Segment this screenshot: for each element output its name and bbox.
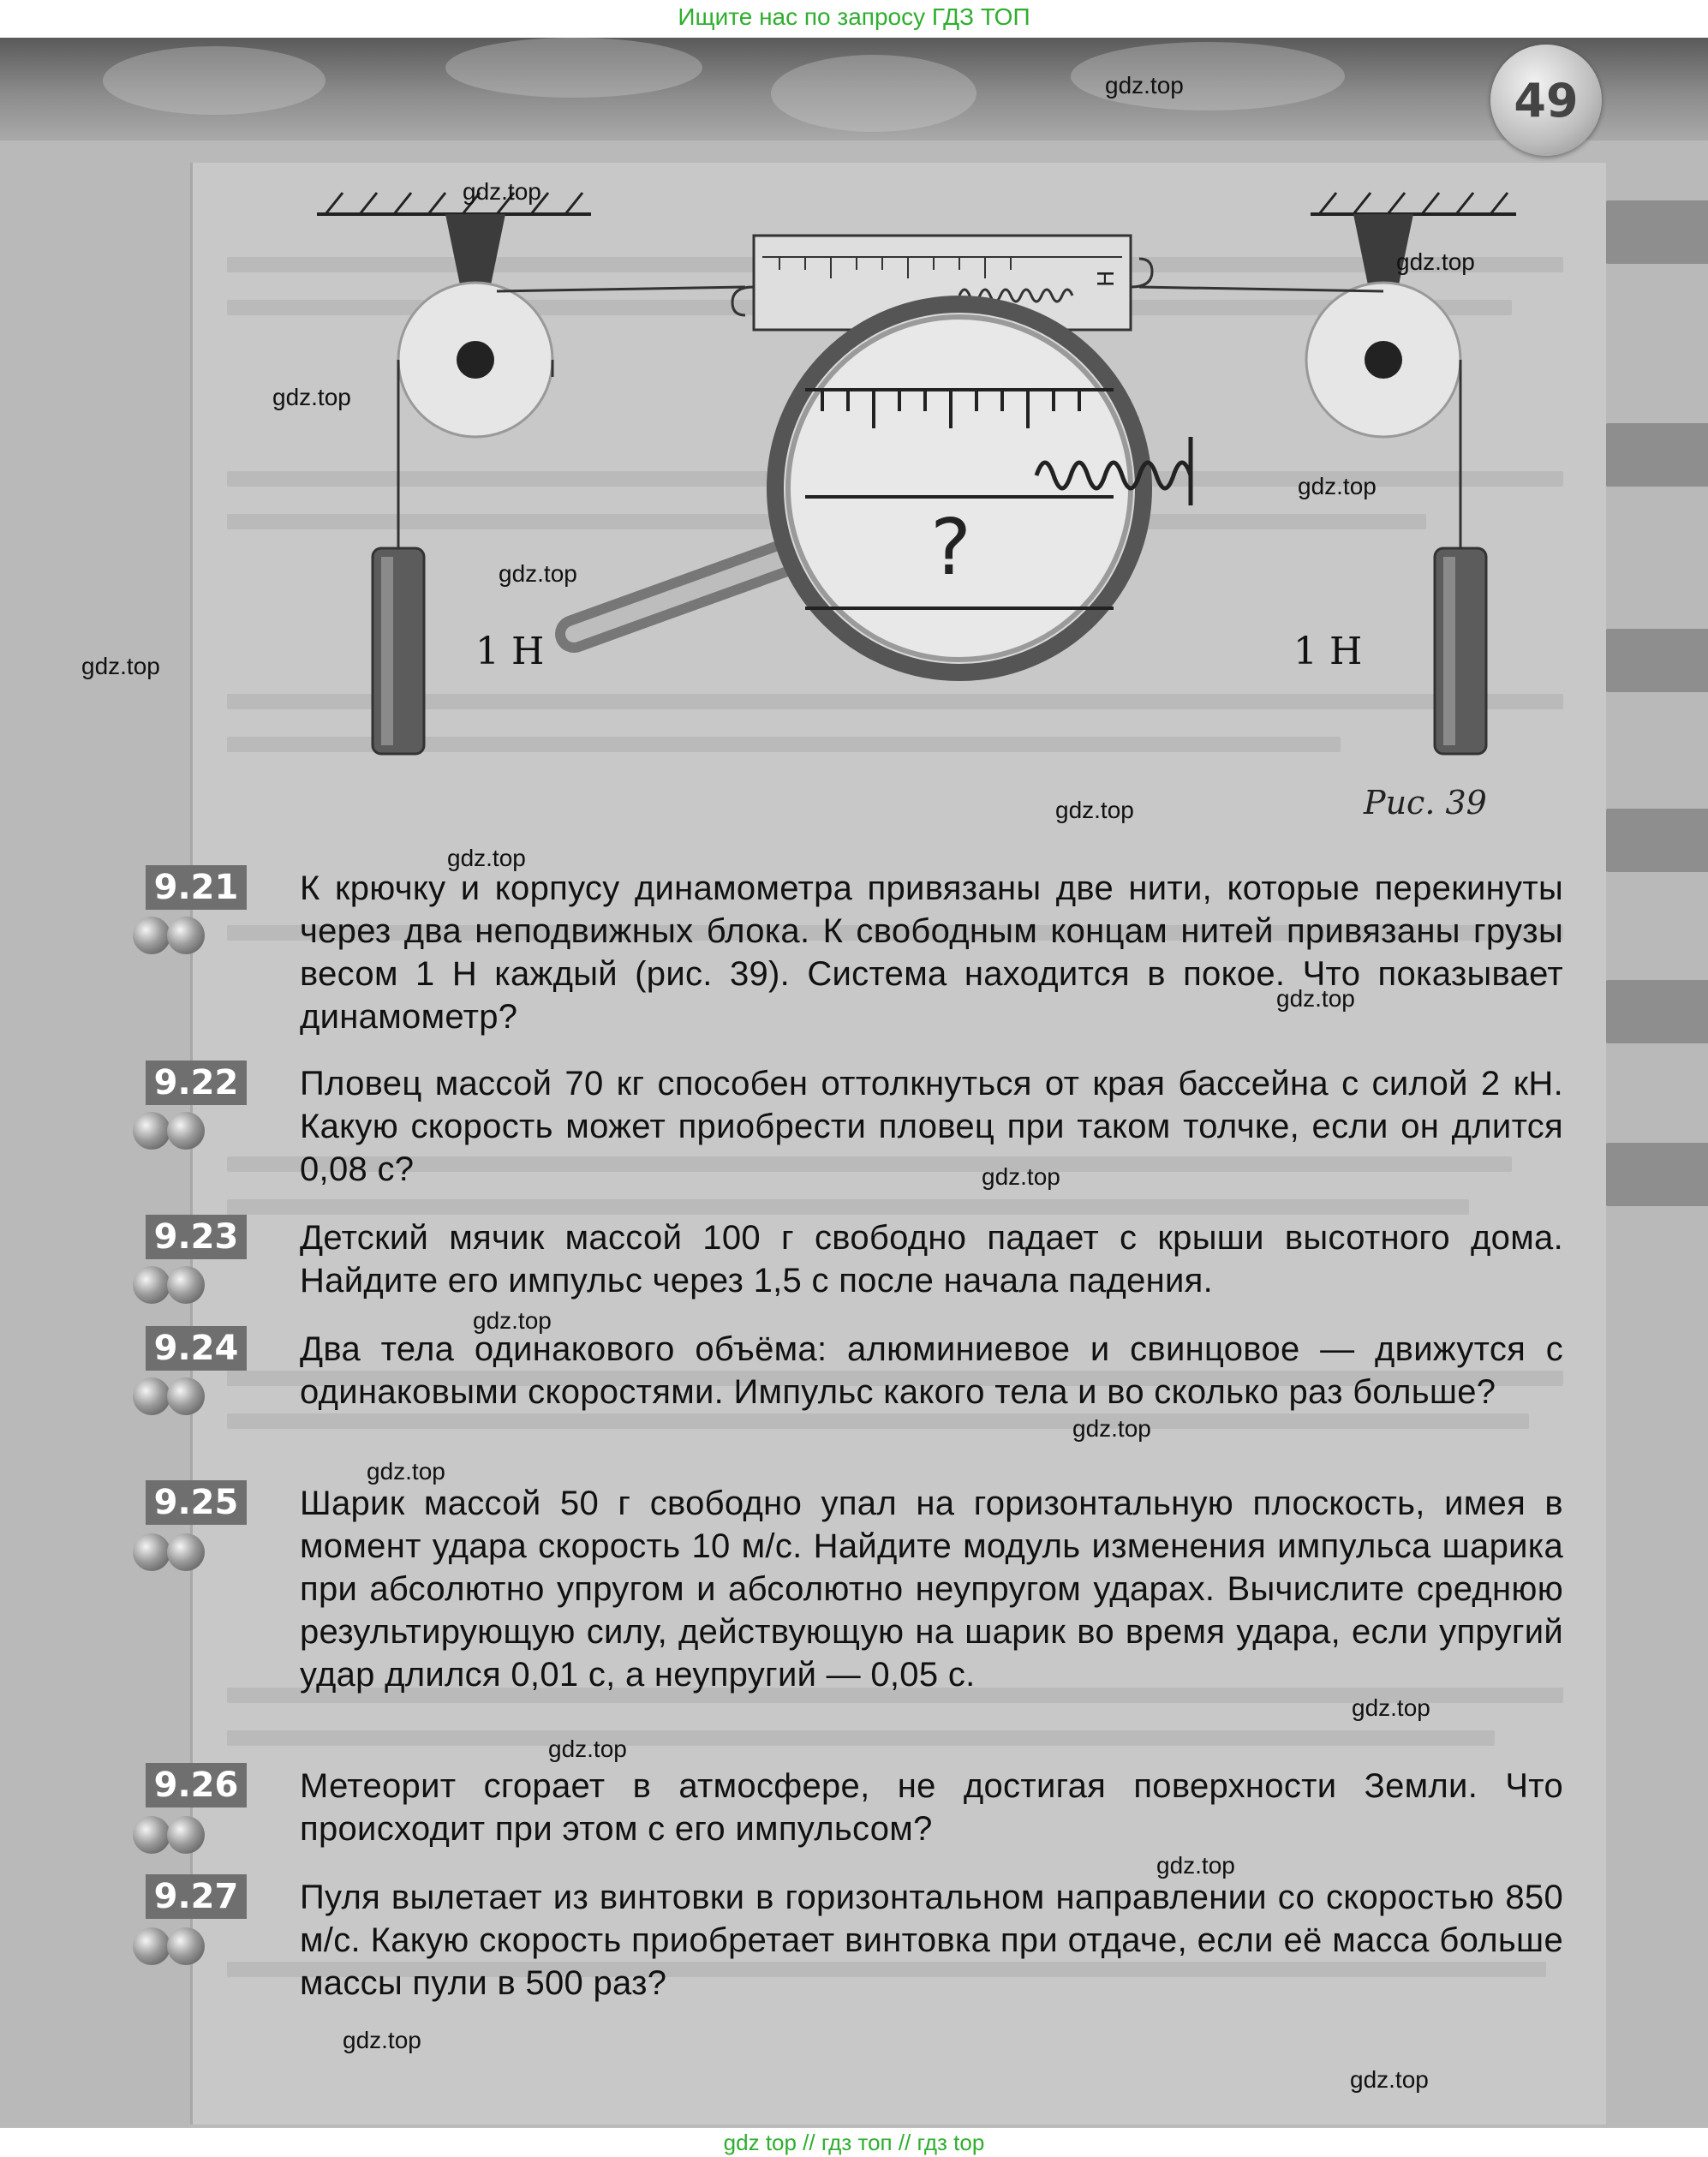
header-photo-band [0, 38, 1708, 140]
watermark: gdz.top [1072, 1415, 1151, 1442]
difficulty-dots [133, 917, 218, 954]
watermark: gdz.top [81, 653, 160, 679]
watermark: gdz.top [463, 178, 541, 205]
watermark: gdz.top [1350, 2066, 1429, 2093]
difficulty-dots [133, 1377, 218, 1415]
figure-39-dynamometer [214, 146, 1516, 780]
side-tab-decor [1603, 809, 1708, 872]
watermark: gdz.top [499, 560, 577, 587]
side-tab-decor [1603, 629, 1708, 692]
problem-number-badge: 9.25 [146, 1480, 247, 1525]
watermark: gdz.top [1055, 797, 1134, 823]
page-number: 49 [1490, 45, 1602, 156]
difficulty-dots [133, 1112, 218, 1150]
watermark: gdz.top [1105, 72, 1184, 99]
difficulty-dots [133, 1816, 218, 1854]
unknown-reading-mark: ? [930, 503, 971, 593]
right-weight-label: 1 Н [1293, 630, 1363, 673]
problem-text: Метеорит сгорает в атмосфере, не достигая поверхности Земли. Что происходит при этом с его импульсом? [300, 1767, 1563, 1848]
magnifying-glass [574, 304, 1191, 672]
watermark: gdz.top [982, 1163, 1060, 1190]
watermark: gdz.top [473, 1307, 552, 1334]
watermark: gdz.top [343, 2027, 421, 2053]
problem-text: Пловец массой 70 кг способен оттолкнуться от края бассейна с силой 2 кН. Какую скорость может приобрести пловец при таком толчке, если он длится 0,08 с? [300, 1065, 1563, 1188]
problem-number-badge: 9.22 [146, 1061, 247, 1105]
watermark: gdz.top [367, 1458, 445, 1485]
side-tab-decor [1603, 200, 1708, 264]
problem-number-badge: 9.26 [146, 1763, 247, 1807]
right-weight [1435, 548, 1486, 754]
problem-number-badge: 9.27 [146, 1874, 247, 1919]
watermark: gdz.top [447, 845, 526, 871]
watermark: gdz.top [272, 384, 351, 410]
watermark: gdz.top [548, 1736, 627, 1762]
problem-text: Шарик массой 50 г свободно упал на горизонтальную плоскость, имея в момент удара скорость 10 м/с. Найдите модуль изменения импульса шарика при абсолютно упругом и абсолютно неупругом ударах. Вычислите среднюю результирующую силу, действующую на шарик во время удара, если упругий удар длился 0,01 с, а неупругий — 0,05 с. [300, 1485, 1563, 1694]
difficulty-dots [133, 1266, 218, 1304]
watermark: gdz.top [1396, 248, 1475, 275]
problem-text: Два тела одинакового объёма: алюминиевое и свинцовое — движутся с одинаковыми скоростями. Импульс какого тела и во сколько раз больше? [300, 1330, 1563, 1411]
problem-number-badge: 9.21 [146, 865, 247, 910]
problem-number-badge: 9.23 [146, 1215, 247, 1259]
left-weight [373, 548, 424, 754]
difficulty-dots [133, 1927, 218, 1965]
difficulty-dots [133, 1533, 218, 1571]
bottom-banner[interactable]: gdz top // гдз топ // гдз top [723, 2130, 985, 2155]
problem-text: К крючку и корпусу динамометра привязаны две нити, которые перекинуты через два неподвижных блока. К свободным концам нитей привязаны грузы весом 1 Н каждый (рис. 39). Система находится в покое. Что показывает динамометр? [300, 869, 1563, 1036]
problem-number-badge: 9.24 [146, 1326, 247, 1371]
watermark: gdz.top [1298, 473, 1377, 499]
figure-caption: Рис. 39 [1364, 784, 1487, 822]
watermark: gdz.top [1352, 1694, 1430, 1721]
problem-text: Детский мячик массой 100 г свободно падает с крыши высотного дома. Найдите его импульс через 1,5 с после начала падения. [300, 1219, 1563, 1300]
top-banner[interactable]: Ищите нас по запросу ГДЗ ТОП [678, 3, 1030, 30]
problem-text: Пуля вылетает из винтовки в горизонтальном направлении со скоростью 850 м/с. Какую скорость приобретает винтовка при отдаче, если её масса больше массы пули в 500 раз? [300, 1879, 1563, 2002]
side-tab-decor [1603, 980, 1708, 1043]
left-weight-label: 1 Н [475, 630, 545, 673]
side-tab-decor [1603, 423, 1708, 487]
watermark: gdz.top [1156, 1852, 1235, 1879]
watermark: gdz.top [1276, 985, 1355, 1012]
side-tab-decor [1603, 1143, 1708, 1206]
dynamometer-unit-label: Н [1094, 270, 1120, 287]
